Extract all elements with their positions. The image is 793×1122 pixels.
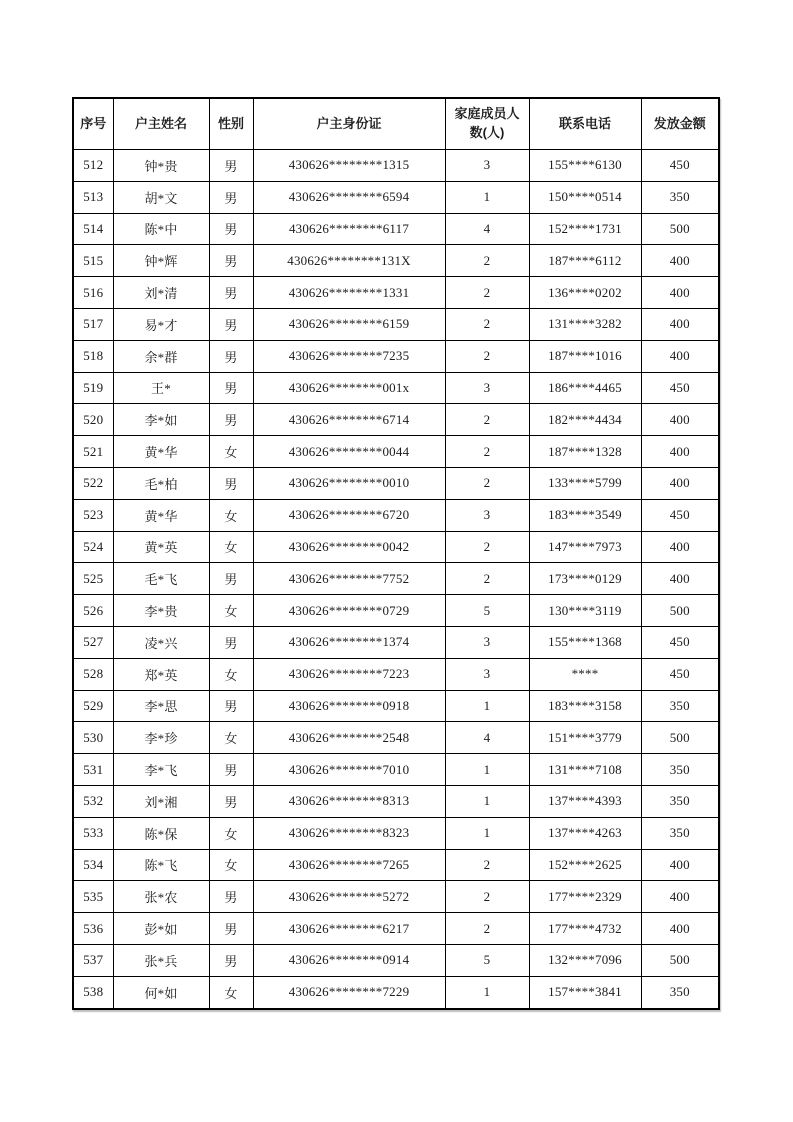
cell-contact-phone: 133****5799 bbox=[529, 467, 641, 499]
table-row bbox=[73, 881, 719, 913]
cell-contact-phone: 147****7973 bbox=[529, 531, 641, 563]
cell-householder-name: 易*才 bbox=[113, 308, 209, 340]
cell-serial-number: 534 bbox=[73, 849, 113, 881]
cell-contact-phone: 130****3119 bbox=[529, 595, 641, 627]
cell-amount-issued: 400 bbox=[641, 404, 719, 436]
cell-contact-phone: 183****3158 bbox=[529, 690, 641, 722]
cell-family-members-count: 3 bbox=[445, 626, 529, 658]
cell-householder-id: 430626********6159 bbox=[253, 308, 445, 340]
table-row bbox=[73, 372, 719, 404]
table-row bbox=[73, 595, 719, 627]
table-row bbox=[73, 436, 719, 468]
cell-family-members-count: 2 bbox=[445, 913, 529, 945]
cell-family-members-count: 3 bbox=[445, 658, 529, 690]
cell-gender: 女 bbox=[209, 722, 253, 754]
cell-serial-number: 519 bbox=[73, 372, 113, 404]
cell-amount-issued: 350 bbox=[641, 785, 719, 817]
cell-householder-id: 430626********8313 bbox=[253, 785, 445, 817]
cell-serial-number: 526 bbox=[73, 595, 113, 627]
cell-gender: 男 bbox=[209, 690, 253, 722]
table-row bbox=[73, 499, 719, 531]
cell-householder-id: 430626********5272 bbox=[253, 881, 445, 913]
cell-serial-number: 531 bbox=[73, 754, 113, 786]
cell-gender: 男 bbox=[209, 785, 253, 817]
cell-householder-id: 430626********0918 bbox=[253, 690, 445, 722]
cell-amount-issued: 350 bbox=[641, 976, 719, 1008]
cell-gender: 女 bbox=[209, 849, 253, 881]
cell-serial-number: 514 bbox=[73, 213, 113, 245]
header-serial-number: 序号 bbox=[73, 98, 113, 150]
cell-serial-number: 529 bbox=[73, 690, 113, 722]
table-row bbox=[73, 658, 719, 690]
cell-amount-issued: 400 bbox=[641, 436, 719, 468]
cell-householder-name: 黄*英 bbox=[113, 531, 209, 563]
cell-family-members-count: 3 bbox=[445, 499, 529, 531]
cell-amount-issued: 400 bbox=[641, 245, 719, 277]
cell-householder-id: 430626********0042 bbox=[253, 531, 445, 563]
cell-amount-issued: 450 bbox=[641, 150, 719, 182]
table-row bbox=[73, 626, 719, 658]
cell-amount-issued: 450 bbox=[641, 499, 719, 531]
cell-family-members-count: 2 bbox=[445, 404, 529, 436]
cell-serial-number: 536 bbox=[73, 913, 113, 945]
cell-contact-phone: 151****3779 bbox=[529, 722, 641, 754]
cell-serial-number: 525 bbox=[73, 563, 113, 595]
cell-contact-phone: 152****1731 bbox=[529, 213, 641, 245]
table-row bbox=[73, 277, 719, 309]
cell-contact-phone: 177****2329 bbox=[529, 881, 641, 913]
cell-contact-phone: 177****4732 bbox=[529, 913, 641, 945]
cell-family-members-count: 2 bbox=[445, 245, 529, 277]
header-householder-id: 户主身份证 bbox=[253, 98, 445, 150]
cell-gender: 男 bbox=[209, 150, 253, 182]
cell-householder-id: 430626********6714 bbox=[253, 404, 445, 436]
table-row bbox=[73, 213, 719, 245]
cell-serial-number: 533 bbox=[73, 817, 113, 849]
cell-serial-number: 513 bbox=[73, 181, 113, 213]
cell-householder-name: 刘*湘 bbox=[113, 785, 209, 817]
cell-householder-name: 李*如 bbox=[113, 404, 209, 436]
cell-family-members-count: 2 bbox=[445, 308, 529, 340]
cell-serial-number: 530 bbox=[73, 722, 113, 754]
cell-householder-name: 陈*飞 bbox=[113, 849, 209, 881]
cell-householder-id: 430626********6117 bbox=[253, 213, 445, 245]
cell-serial-number: 518 bbox=[73, 340, 113, 372]
cell-contact-phone: 187****6112 bbox=[529, 245, 641, 277]
cell-gender: 男 bbox=[209, 626, 253, 658]
cell-amount-issued: 500 bbox=[641, 722, 719, 754]
header-householder-name: 户主姓名 bbox=[113, 98, 209, 150]
table-row bbox=[73, 785, 719, 817]
header-gender: 性别 bbox=[209, 98, 253, 150]
cell-householder-id: 430626********001x bbox=[253, 372, 445, 404]
cell-amount-issued: 500 bbox=[641, 944, 719, 976]
cell-amount-issued: 350 bbox=[641, 181, 719, 213]
table-row bbox=[73, 467, 719, 499]
cell-contact-phone: 152****2625 bbox=[529, 849, 641, 881]
cell-serial-number: 515 bbox=[73, 245, 113, 277]
table-header-row bbox=[73, 98, 719, 150]
table-row bbox=[73, 150, 719, 182]
cell-gender: 男 bbox=[209, 754, 253, 786]
cell-contact-phone: 155****1368 bbox=[529, 626, 641, 658]
cell-family-members-count: 3 bbox=[445, 150, 529, 182]
cell-family-members-count: 3 bbox=[445, 372, 529, 404]
table-row bbox=[73, 245, 719, 277]
cell-householder-id: 430626********8323 bbox=[253, 817, 445, 849]
cell-contact-phone: 157****3841 bbox=[529, 976, 641, 1008]
cell-family-members-count: 1 bbox=[445, 785, 529, 817]
table-row bbox=[73, 754, 719, 786]
table-row bbox=[73, 976, 719, 1008]
cell-householder-name: 钟*辉 bbox=[113, 245, 209, 277]
cell-householder-id: 430626********0914 bbox=[253, 944, 445, 976]
cell-householder-id: 430626********6217 bbox=[253, 913, 445, 945]
cell-family-members-count: 2 bbox=[445, 277, 529, 309]
header-family-members-count: 家庭成员人数(人) bbox=[445, 98, 529, 150]
cell-householder-id: 430626********7223 bbox=[253, 658, 445, 690]
cell-serial-number: 516 bbox=[73, 277, 113, 309]
cell-family-members-count: 2 bbox=[445, 436, 529, 468]
cell-serial-number: 538 bbox=[73, 976, 113, 1008]
cell-householder-name: 郑*英 bbox=[113, 658, 209, 690]
cell-serial-number: 512 bbox=[73, 150, 113, 182]
table-row bbox=[73, 913, 719, 945]
cell-family-members-count: 2 bbox=[445, 531, 529, 563]
cell-gender: 男 bbox=[209, 404, 253, 436]
cell-serial-number: 528 bbox=[73, 658, 113, 690]
cell-contact-phone: 186****4465 bbox=[529, 372, 641, 404]
cell-gender: 女 bbox=[209, 976, 253, 1008]
cell-amount-issued: 500 bbox=[641, 595, 719, 627]
table-row bbox=[73, 722, 719, 754]
cell-householder-name: 何*如 bbox=[113, 976, 209, 1008]
cell-serial-number: 527 bbox=[73, 626, 113, 658]
cell-serial-number: 524 bbox=[73, 531, 113, 563]
cell-amount-issued: 400 bbox=[641, 340, 719, 372]
table-row bbox=[73, 563, 719, 595]
cell-householder-name: 刘*清 bbox=[113, 277, 209, 309]
cell-householder-id: 430626********0729 bbox=[253, 595, 445, 627]
cell-contact-phone: 136****0202 bbox=[529, 277, 641, 309]
cell-gender: 男 bbox=[209, 563, 253, 595]
cell-contact-phone: 131****7108 bbox=[529, 754, 641, 786]
cell-amount-issued: 400 bbox=[641, 308, 719, 340]
subsidy-table bbox=[72, 97, 720, 1010]
table-row bbox=[73, 849, 719, 881]
cell-amount-issued: 400 bbox=[641, 277, 719, 309]
cell-gender: 男 bbox=[209, 277, 253, 309]
cell-householder-id: 430626********6594 bbox=[253, 181, 445, 213]
cell-householder-name: 王* bbox=[113, 372, 209, 404]
cell-contact-phone: 187****1328 bbox=[529, 436, 641, 468]
cell-householder-name: 李*珍 bbox=[113, 722, 209, 754]
cell-householder-name: 陈*中 bbox=[113, 213, 209, 245]
cell-amount-issued: 450 bbox=[641, 658, 719, 690]
cell-householder-name: 钟*贵 bbox=[113, 150, 209, 182]
cell-serial-number: 522 bbox=[73, 467, 113, 499]
cell-family-members-count: 2 bbox=[445, 340, 529, 372]
cell-householder-id: 430626********2548 bbox=[253, 722, 445, 754]
cell-amount-issued: 400 bbox=[641, 881, 719, 913]
cell-contact-phone: 182****4434 bbox=[529, 404, 641, 436]
cell-gender: 女 bbox=[209, 658, 253, 690]
cell-householder-id: 430626********0044 bbox=[253, 436, 445, 468]
cell-gender: 男 bbox=[209, 213, 253, 245]
cell-householder-name: 张*兵 bbox=[113, 944, 209, 976]
cell-householder-id: 430626********6720 bbox=[253, 499, 445, 531]
cell-amount-issued: 400 bbox=[641, 913, 719, 945]
cell-contact-phone: 187****1016 bbox=[529, 340, 641, 372]
cell-householder-name: 陈*保 bbox=[113, 817, 209, 849]
cell-family-members-count: 5 bbox=[445, 944, 529, 976]
cell-householder-id: 430626********7010 bbox=[253, 754, 445, 786]
cell-serial-number: 537 bbox=[73, 944, 113, 976]
cell-serial-number: 517 bbox=[73, 308, 113, 340]
cell-amount-issued: 350 bbox=[641, 754, 719, 786]
cell-amount-issued: 450 bbox=[641, 372, 719, 404]
cell-serial-number: 523 bbox=[73, 499, 113, 531]
cell-family-members-count: 1 bbox=[445, 181, 529, 213]
cell-family-members-count: 1 bbox=[445, 817, 529, 849]
cell-householder-id: 430626********1315 bbox=[253, 150, 445, 182]
cell-householder-id: 430626********0010 bbox=[253, 467, 445, 499]
table-row bbox=[73, 404, 719, 436]
cell-family-members-count: 4 bbox=[445, 722, 529, 754]
cell-family-members-count: 2 bbox=[445, 467, 529, 499]
cell-family-members-count: 1 bbox=[445, 976, 529, 1008]
cell-serial-number: 521 bbox=[73, 436, 113, 468]
cell-amount-issued: 400 bbox=[641, 467, 719, 499]
header-amount-issued: 发放金额 bbox=[641, 98, 719, 150]
table-row bbox=[73, 944, 719, 976]
cell-serial-number: 532 bbox=[73, 785, 113, 817]
cell-householder-id: 430626********7235 bbox=[253, 340, 445, 372]
cell-amount-issued: 450 bbox=[641, 626, 719, 658]
cell-contact-phone: 183****3549 bbox=[529, 499, 641, 531]
cell-family-members-count: 1 bbox=[445, 754, 529, 786]
cell-householder-id: 430626********131X bbox=[253, 245, 445, 277]
cell-householder-name: 毛*柏 bbox=[113, 467, 209, 499]
table-row bbox=[73, 308, 719, 340]
cell-householder-name: 彭*如 bbox=[113, 913, 209, 945]
cell-contact-phone: 137****4263 bbox=[529, 817, 641, 849]
cell-householder-id: 430626********7229 bbox=[253, 976, 445, 1008]
table-body bbox=[73, 150, 719, 1009]
cell-householder-name: 李*贵 bbox=[113, 595, 209, 627]
cell-gender: 女 bbox=[209, 531, 253, 563]
cell-householder-name: 毛*飞 bbox=[113, 563, 209, 595]
cell-amount-issued: 500 bbox=[641, 213, 719, 245]
cell-amount-issued: 350 bbox=[641, 690, 719, 722]
cell-householder-name: 黄*华 bbox=[113, 499, 209, 531]
cell-householder-name: 黄*华 bbox=[113, 436, 209, 468]
cell-householder-name: 余*群 bbox=[113, 340, 209, 372]
cell-householder-name: 李*思 bbox=[113, 690, 209, 722]
cell-family-members-count: 1 bbox=[445, 690, 529, 722]
cell-gender: 男 bbox=[209, 181, 253, 213]
cell-amount-issued: 400 bbox=[641, 531, 719, 563]
cell-gender: 男 bbox=[209, 308, 253, 340]
cell-gender: 男 bbox=[209, 340, 253, 372]
cell-gender: 男 bbox=[209, 372, 253, 404]
table-row bbox=[73, 690, 719, 722]
cell-contact-phone: 173****0129 bbox=[529, 563, 641, 595]
cell-householder-name: 凌*兴 bbox=[113, 626, 209, 658]
cell-family-members-count: 2 bbox=[445, 563, 529, 595]
cell-amount-issued: 400 bbox=[641, 849, 719, 881]
cell-householder-id: 430626********7265 bbox=[253, 849, 445, 881]
cell-gender: 女 bbox=[209, 436, 253, 468]
table-row bbox=[73, 340, 719, 372]
cell-family-members-count: 2 bbox=[445, 881, 529, 913]
cell-family-members-count: 5 bbox=[445, 595, 529, 627]
table-row bbox=[73, 817, 719, 849]
cell-contact-phone: 137****4393 bbox=[529, 785, 641, 817]
cell-householder-name: 张*农 bbox=[113, 881, 209, 913]
cell-contact-phone: 131****3282 bbox=[529, 308, 641, 340]
cell-gender: 男 bbox=[209, 944, 253, 976]
cell-contact-phone: **** bbox=[529, 658, 641, 690]
cell-family-members-count: 4 bbox=[445, 213, 529, 245]
cell-householder-id: 430626********1374 bbox=[253, 626, 445, 658]
cell-contact-phone: 132****7096 bbox=[529, 944, 641, 976]
cell-householder-id: 430626********1331 bbox=[253, 277, 445, 309]
cell-amount-issued: 400 bbox=[641, 563, 719, 595]
cell-gender: 女 bbox=[209, 595, 253, 627]
cell-householder-id: 430626********7752 bbox=[253, 563, 445, 595]
cell-family-members-count: 2 bbox=[445, 849, 529, 881]
cell-contact-phone: 155****6130 bbox=[529, 150, 641, 182]
cell-contact-phone: 150****0514 bbox=[529, 181, 641, 213]
cell-amount-issued: 350 bbox=[641, 817, 719, 849]
cell-gender: 男 bbox=[209, 913, 253, 945]
cell-gender: 男 bbox=[209, 467, 253, 499]
cell-gender: 男 bbox=[209, 881, 253, 913]
table-row bbox=[73, 181, 719, 213]
cell-serial-number: 520 bbox=[73, 404, 113, 436]
cell-serial-number: 535 bbox=[73, 881, 113, 913]
cell-gender: 男 bbox=[209, 245, 253, 277]
table-row bbox=[73, 531, 719, 563]
header-contact-phone: 联系电话 bbox=[529, 98, 641, 150]
cell-gender: 女 bbox=[209, 817, 253, 849]
cell-householder-name: 胡*文 bbox=[113, 181, 209, 213]
cell-gender: 女 bbox=[209, 499, 253, 531]
cell-householder-name: 李*飞 bbox=[113, 754, 209, 786]
